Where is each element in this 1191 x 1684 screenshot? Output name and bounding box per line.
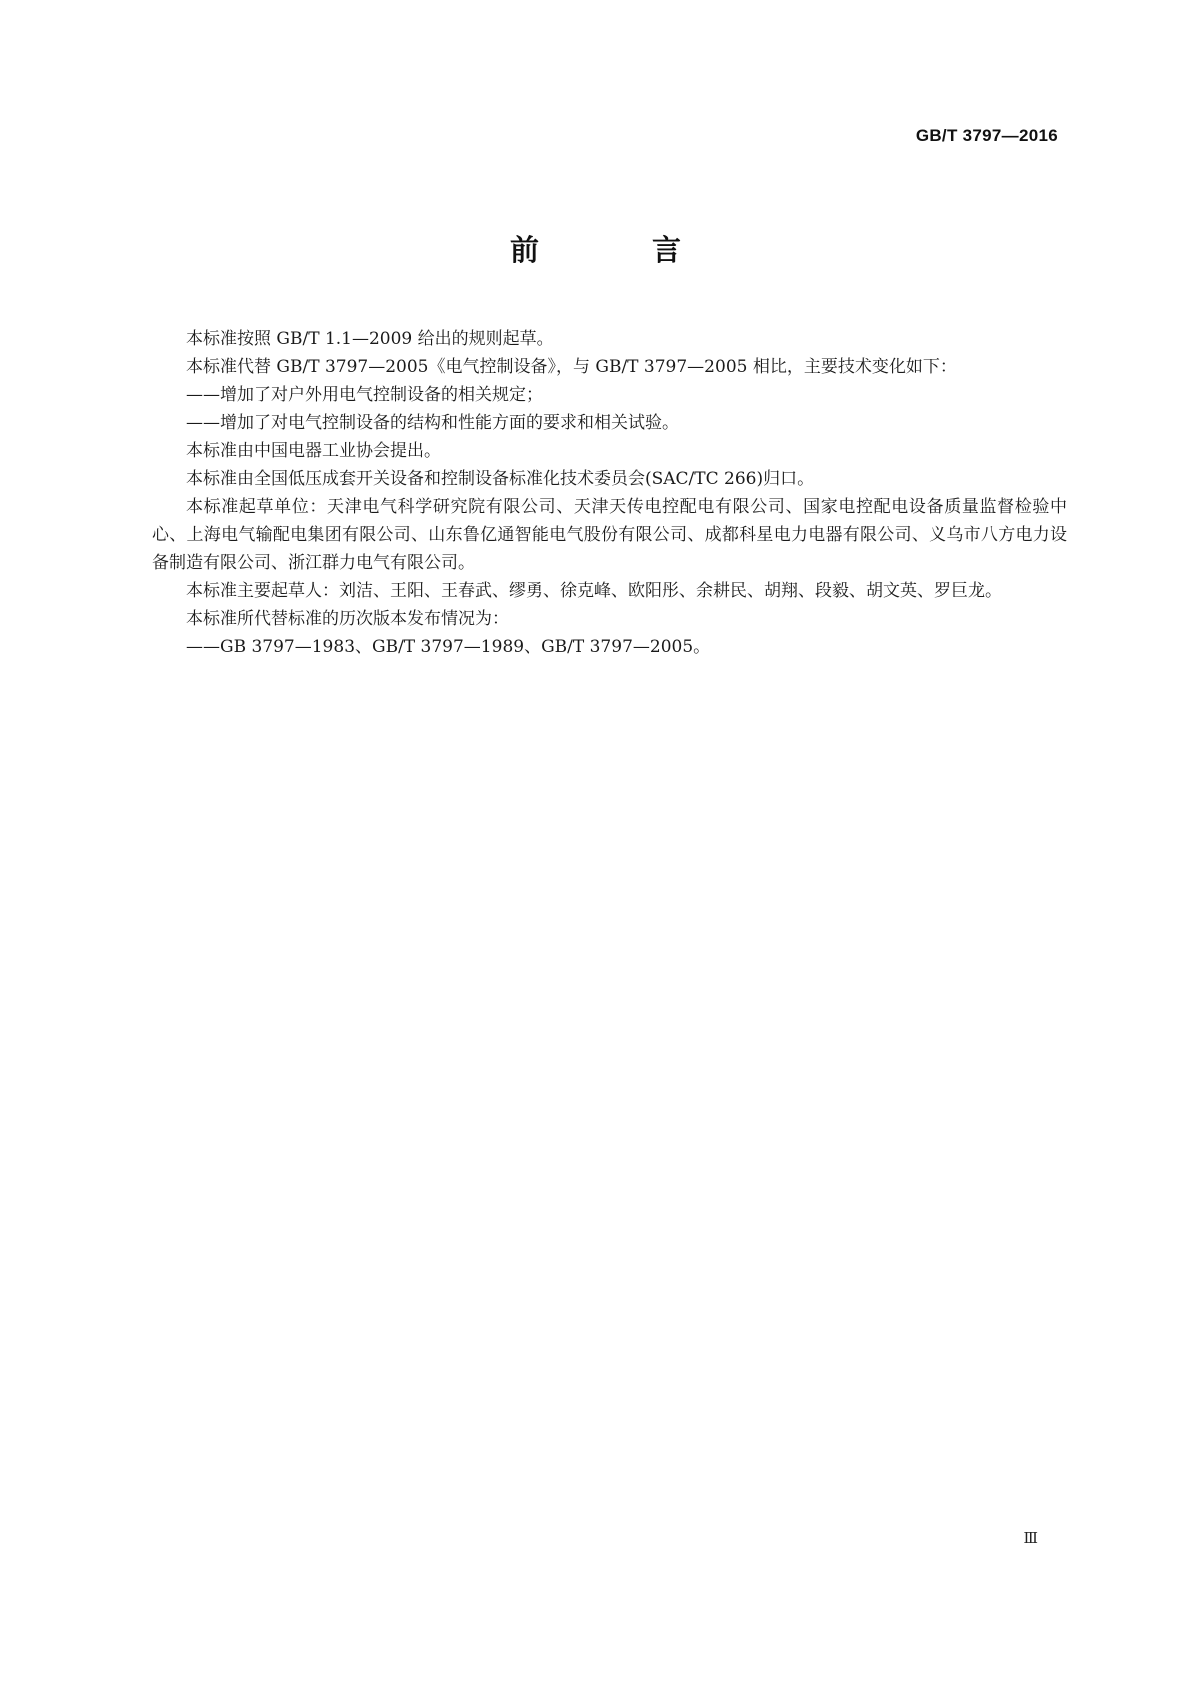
paragraph-drafting-rules: 本标准按照 GB/T 1.1—2009 给出的规则起草。	[186, 329, 554, 349]
paragraph-replacement: 本标准代替 GB/T 3797—2005《电气控制设备》，与 GB/T 3797—2005 相比，主要技术变化如下：	[186, 357, 957, 377]
paragraph-history-intro: 本标准所代替标准的历次版本发布情况为：	[186, 609, 509, 629]
standard-number: GB/T 3797—2016	[915, 126, 1058, 145]
change-item-outdoor: ——增加了对户外用电气控制设备的相关规定；	[186, 385, 543, 405]
paragraph-committee: 本标准由全国低压成套开关设备和控制设备标准化技术委员会(SAC/TC 266)归口。	[186, 469, 815, 489]
change-item-structure: ——增加了对电气控制设备的结构和性能方面的要求和相关试验。	[186, 413, 679, 433]
paragraph-drafters: 本标准主要起草人：刘洁、王阳、王春武、缪勇、徐克峰、欧阳彤、余耕民、胡翔、段毅、胡文英、罗巨龙。	[186, 581, 1002, 601]
page-title: 前 言	[509, 233, 723, 267]
history-item: ——GB 3797—1983、GB/T 3797—1989、GB/T 3797—2005。	[186, 637, 711, 657]
page-number: Ⅲ	[1023, 1529, 1038, 1547]
foreword-body	[152, 325, 1067, 661]
paragraph-drafting-units: 本标准起草单位：天津电气科学研究院有限公司、天津天传电控配电有限公司、国家电控配电设备质量监督检验中心、上海电气输配电集团有限公司、山东鲁亿通智能电气股份有限公司、成都科星电力电器有限公司、义乌市八方电力设备制造有限公司、浙江群力电气有限公司。	[152, 497, 1067, 573]
paragraph-proposer: 本标准由中国电器工业协会提出。	[186, 441, 441, 461]
